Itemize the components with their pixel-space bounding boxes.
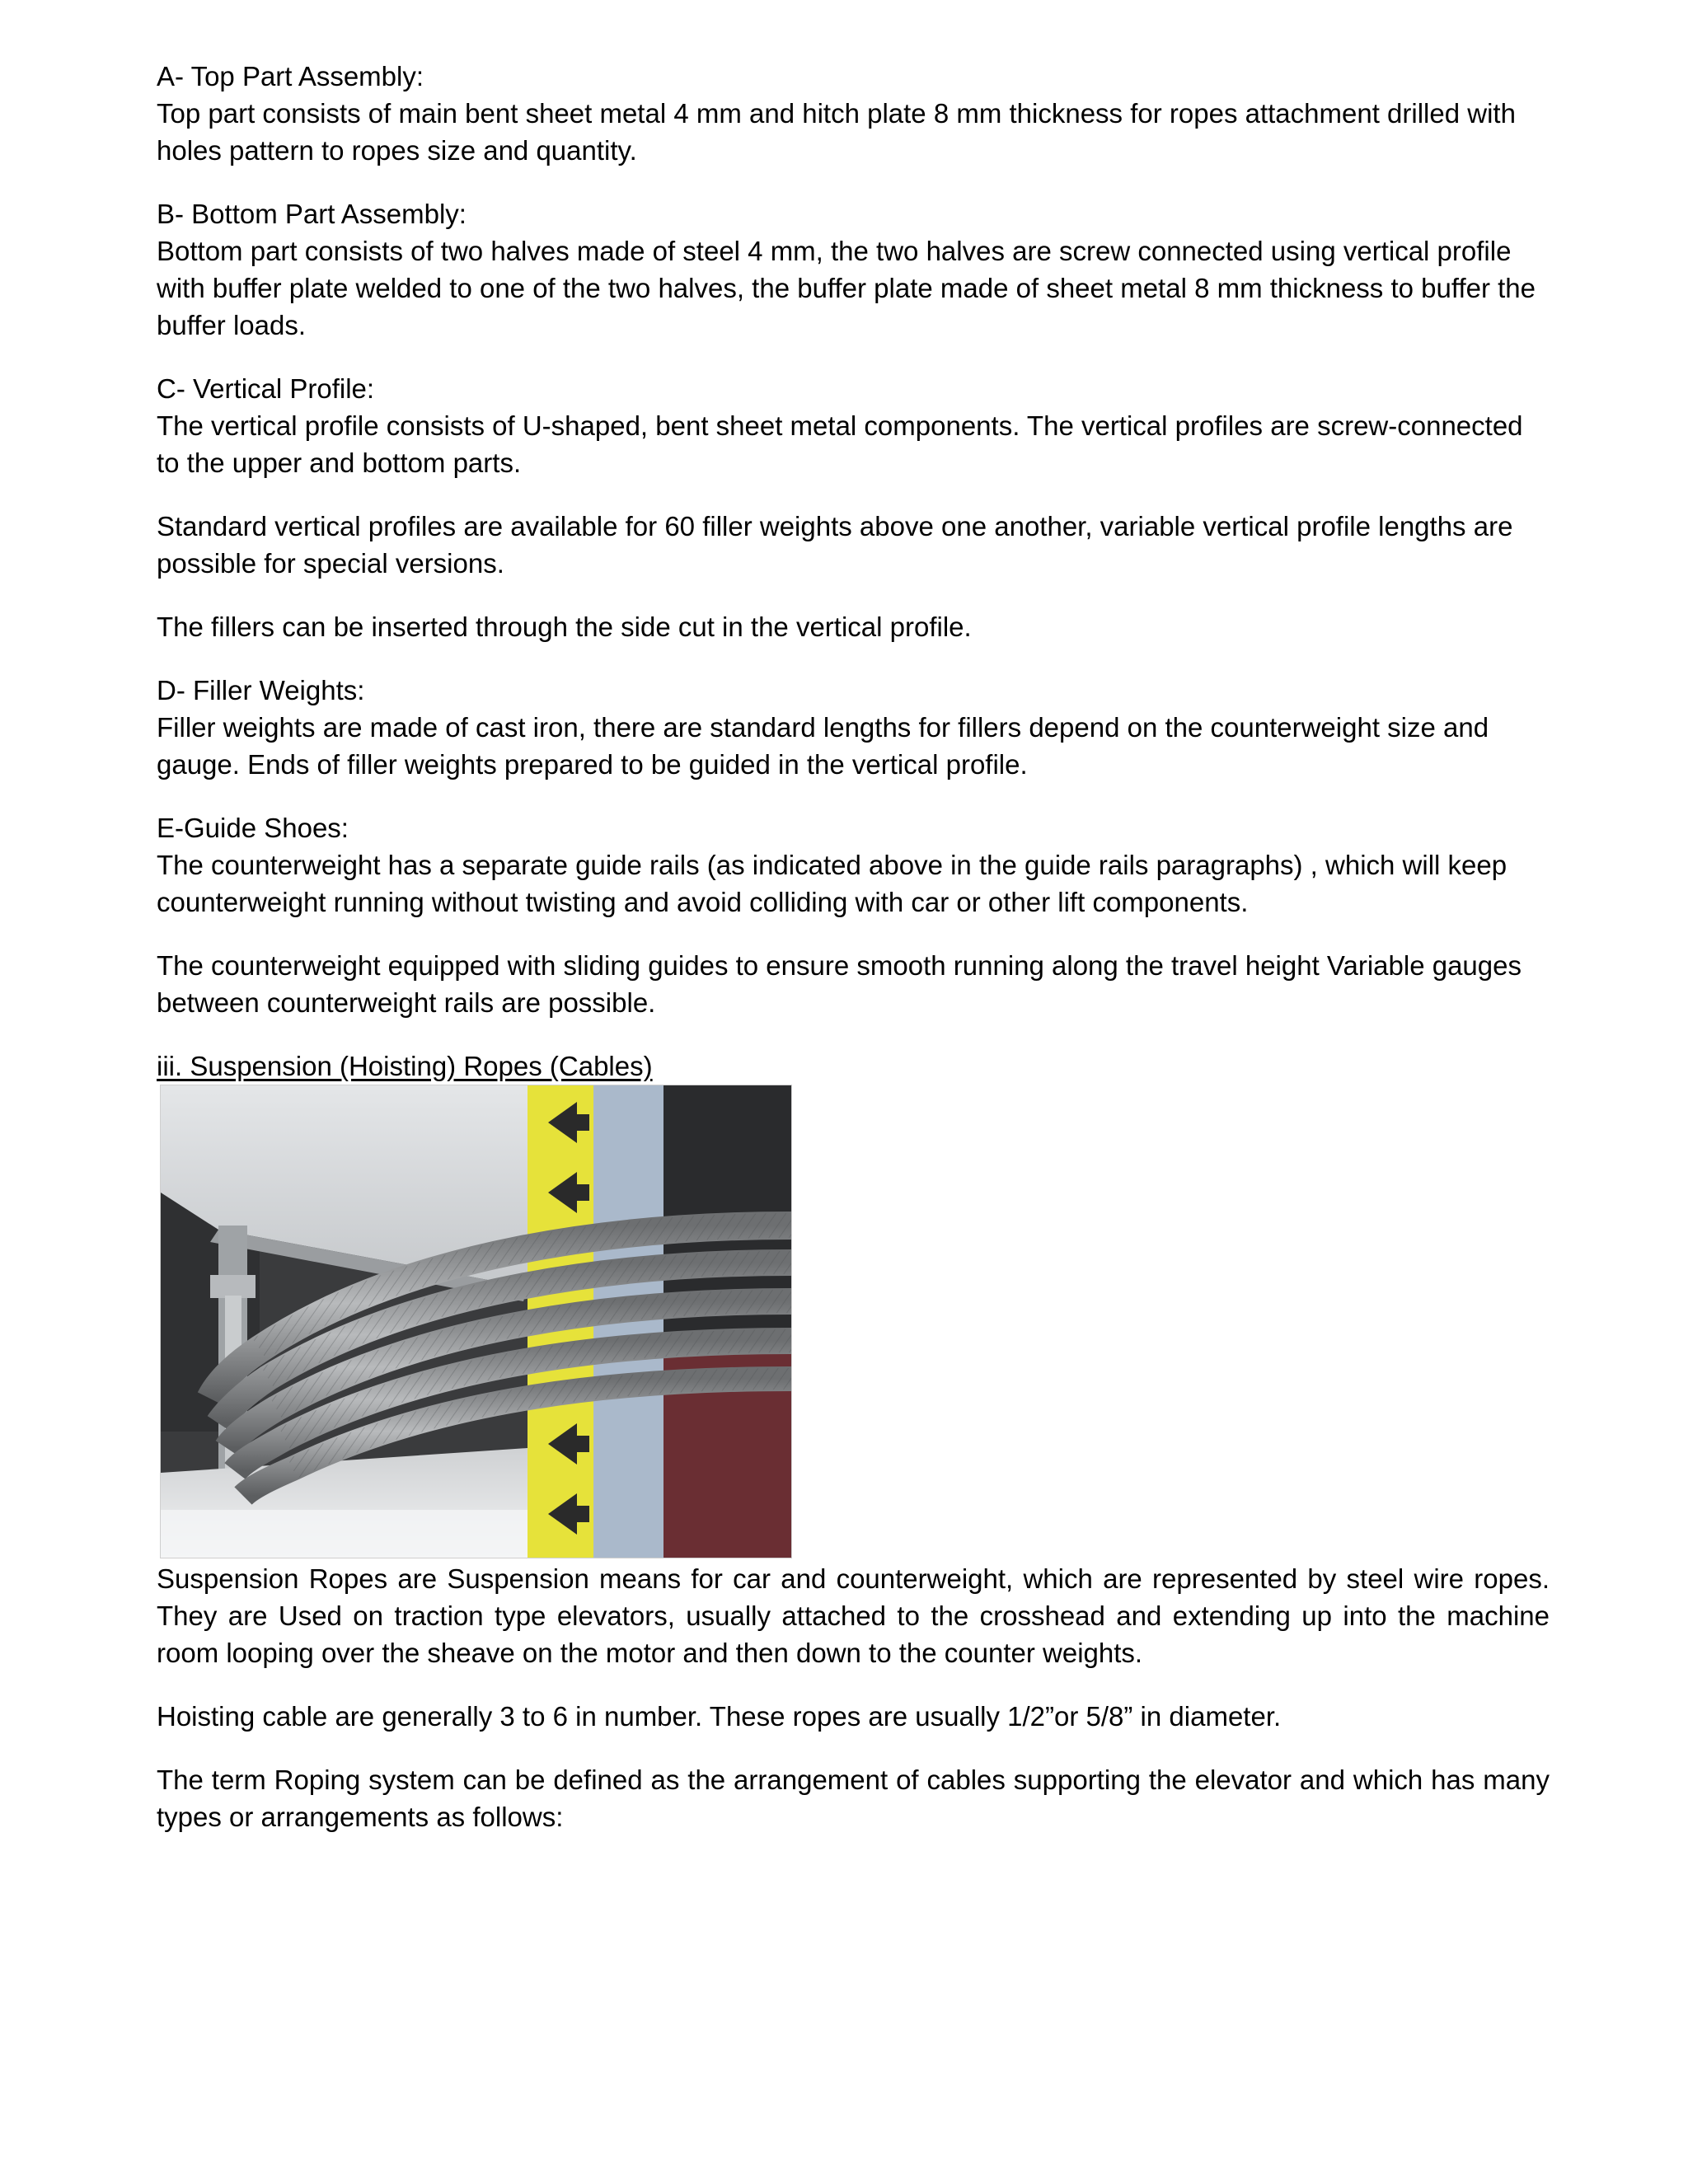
section-e-title: E-Guide Shoes: (157, 813, 349, 843)
suspension-ropes-paragraph (157, 1560, 1550, 1671)
section-c (157, 370, 1550, 481)
hoisting-cable-paragraph (157, 1698, 1550, 1735)
section-e (157, 809, 1550, 921)
vertical-profile-standard-paragraph (157, 508, 1550, 582)
fillers-insert-text: The fillers can be inserted through the side cut in the vertical profile. (157, 612, 972, 642)
section-a-title: A- Top Part Assembly: (157, 61, 424, 91)
section-b-title: B- Bottom Part Assembly: (157, 199, 467, 229)
section-a-body: Top part consists of main bent sheet metal 4 mm and hitch plate 8 mm thickness for ropes attachment drilled with holes pattern to ropes size and quantity. (157, 98, 1516, 166)
document-page (157, 58, 1550, 1862)
section-c-body: The vertical profile consists of U-shaped, bent sheet metal components. The vertical profiles are screw-connected to the upper and bottom parts. (157, 410, 1523, 478)
fillers-insert-paragraph (157, 608, 1550, 645)
section-c-title: C- Vertical Profile: (157, 373, 375, 404)
section-e-body: The counterweight has a separate guide rails (as indicated above in the guide rails paragraphs) , which will keep counterweight running without twisting and avoid colliding with car or other lift components. (157, 850, 1507, 917)
vertical-profile-standard-text: Standard vertical profiles are available for 60 filler weights above one another, variable vertical profile lengths are possible for special versions. (157, 511, 1513, 579)
section-d (157, 672, 1550, 783)
roping-system-paragraph (157, 1761, 1550, 1835)
section-d-title: D- Filler Weights: (157, 675, 365, 705)
section-d-body: Filler weights are made of cast iron, there are standard lengths for fillers depend on the counterweight size and gauge. Ends of filler weights prepared to be guided in the vertical profile. (157, 712, 1489, 780)
sliding-guides-paragraph (157, 947, 1550, 1021)
sliding-guides-text: The counterweight equipped with sliding guides to ensure smooth running along the travel height Variable gauges between counterweight rails are possible. (157, 950, 1522, 1018)
section-b-body: Bottom part consists of two halves made of steel 4 mm, the two halves are screw connected using vertical profile with buffer plate welded to one of the two halves, the buffer plate made of sheet metal 8 mm thickness to buffer the buffer loads. (157, 236, 1536, 340)
suspension-ropes-text: Suspension Ropes are Suspension means for car and counterweight, which are represented by steel wire ropes. They are Used on traction type elevators, usually attached to the crosshead and extending up into the machine room looping over the sheave on the motor and then down to the counter weights. (157, 1563, 1550, 1668)
section-b (157, 195, 1550, 344)
suspension-ropes-photo (160, 1085, 792, 1558)
section-a (157, 58, 1550, 169)
suspension-ropes-heading: iii. Suspension (Hoisting) Ropes (Cables) (157, 1051, 653, 1081)
hoisting-cable-text: Hoisting cable are generally 3 to 6 in number. These ropes are usually 1/2”or 5/8” in diameter. (157, 1701, 1282, 1732)
roping-system-text: The term Roping system can be defined as the arrangement of cables supporting the elevator and which has many types or arrangements as follows: (157, 1765, 1550, 1832)
